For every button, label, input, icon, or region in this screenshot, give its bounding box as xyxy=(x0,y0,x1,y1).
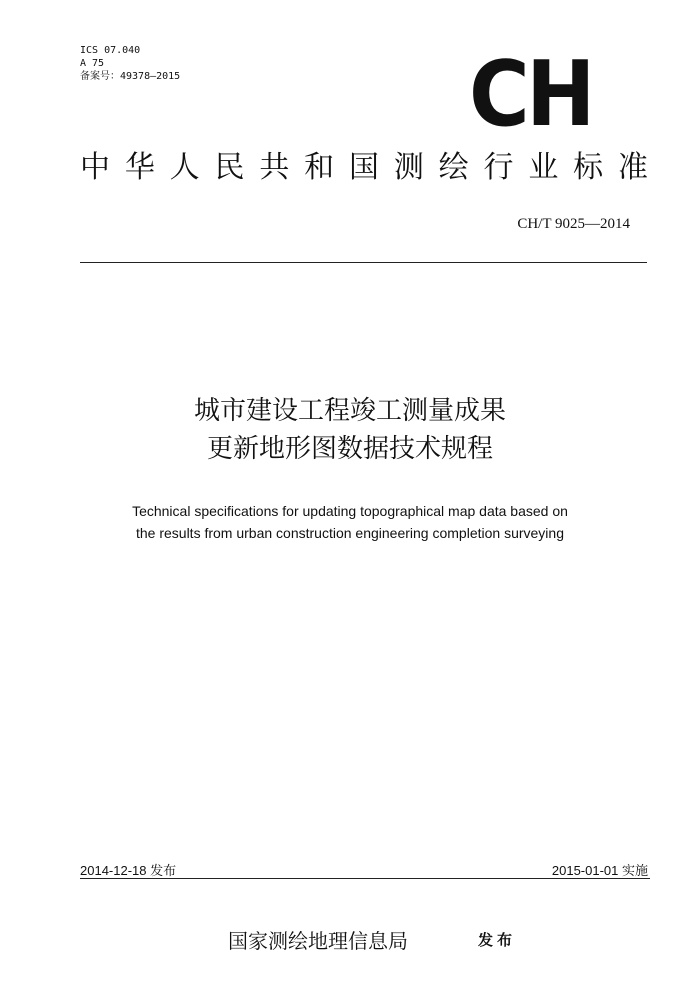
top-divider xyxy=(80,262,647,263)
english-title-line-2: the results from urban construction engineering completion surveying xyxy=(135,525,564,541)
chinese-title-line-2: 更新地形图数据技术规程 xyxy=(206,434,493,464)
english-title xyxy=(0,500,700,544)
classification-code: A 75 xyxy=(80,58,105,69)
classification-block xyxy=(80,44,180,83)
issue-date: 2014-12-18 发布 xyxy=(80,863,177,878)
chinese-title-line-1: 城市建设工程竣工测量成果 xyxy=(193,396,506,426)
publish-label: 发布 xyxy=(478,931,517,949)
record-number: 备案号：49378—2015 xyxy=(80,71,181,82)
ics-code: ICS 07.040 xyxy=(80,45,141,56)
bottom-divider xyxy=(80,878,650,879)
implementation-date: 2015-01-01 实施 xyxy=(551,863,648,878)
publisher-name: 国家测绘地理信息局 xyxy=(228,929,408,953)
chinese-title xyxy=(0,392,700,468)
standard-number: CH/T 9025—2014 xyxy=(517,216,630,232)
english-title-line-1: Technical specifications for updating topographical map data based on xyxy=(132,503,568,519)
ch-logo: CH xyxy=(469,42,592,147)
industry-standard-heading: 中华人民共和国测绘行业标准 xyxy=(80,150,650,185)
